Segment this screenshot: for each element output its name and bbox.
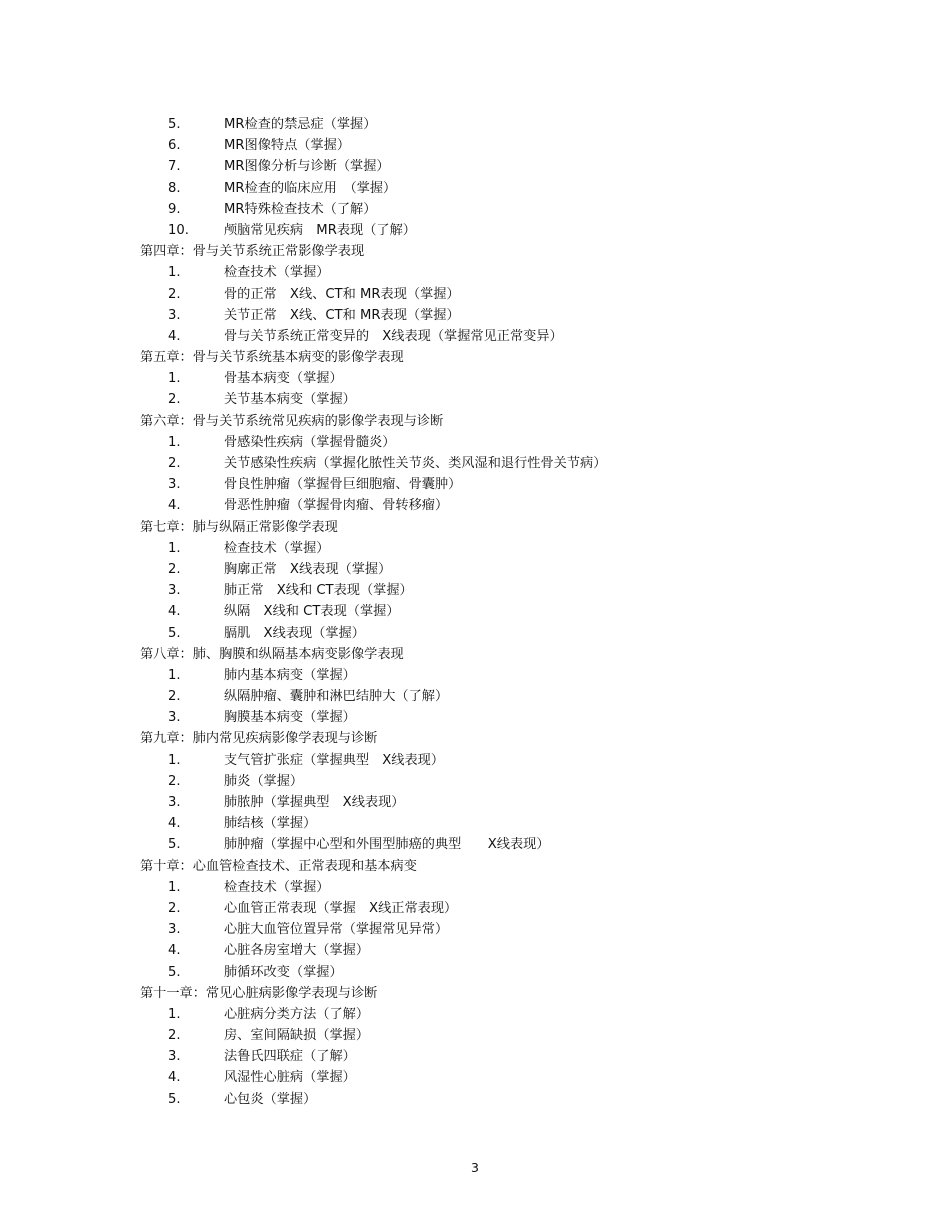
list-item [140,305,860,326]
item-text: 关节基本病变（掌握） [224,392,356,408]
item-number: 1. [168,752,181,768]
list-item [140,432,860,453]
list-item [140,940,860,961]
item-number: 2. [168,456,181,471]
item-text: 颅脑常见疾病 MR表现（了解） [224,222,416,238]
item-number: 4. [168,328,181,344]
list-item [140,707,860,728]
item-text: 心血管正常表现（掌握 X线正常表现） [224,900,458,916]
list-item [140,686,860,707]
list-item [140,538,860,559]
item-text: 肺循环改变（掌握） [224,964,343,980]
item-text: 关节正常 X线、CT和 MR表现（掌握） [224,307,460,323]
item-text: 肺正常 X线和 CT表现（掌握） [224,583,413,599]
list-item [140,1089,860,1110]
list-item [140,495,860,516]
list-item [140,919,860,940]
item-number: 1. [168,434,181,450]
item-text: 支气管扩张症（掌握典型 X线表现） [224,752,445,768]
list-item [140,1004,860,1025]
item-text: 肺炎（掌握） [224,773,304,789]
item-text: 肺结核（掌握） [224,816,317,832]
item-text: 房、室间隔缺损（掌握） [224,1028,370,1044]
list-item [140,771,860,792]
item-number: 2. [168,286,181,302]
list-item [140,199,860,220]
list-item [140,1025,860,1046]
item-text: 骨的正常 X线、CT和 MR表现（掌握） [224,286,460,302]
list-item [140,220,860,241]
list-item [140,156,860,177]
list-item [140,601,860,622]
chapter-heading: 第六章：骨与关节系统常见疾病的影像学表现与诊断 [140,413,444,429]
item-text: 关节感染性疾病（掌握化脓性关节炎、类风湿和退行性骨关节病） [224,456,607,471]
item-number: 5. [168,625,181,641]
item-text: 肺脓肿（掌握典型 X线表现） [224,795,405,810]
chapter-heading: 第五章：骨与关节系统基本病变的影像学表现 [140,350,404,366]
chapter-heading: 第十一章：常见心脏病影像学表现与诊断 [140,985,378,1001]
page-number: 3 [471,1160,479,1175]
list-item [140,389,860,410]
item-number: 2. [168,689,181,705]
item-text: MR图像特点（掌握） [224,138,351,154]
item-text: 纵隔肿瘤、囊肿和淋巴结肿大（了解） [224,689,449,705]
list-item [140,135,860,156]
item-number: 9. [168,201,181,217]
list-item [140,559,860,580]
chapter-heading: 第九章：肺内常见疾病影像学表现与诊断 [140,731,378,747]
list-item [140,284,860,305]
document-body [140,114,860,1110]
item-number: 5. [168,837,181,853]
item-text: 骨与关节系统正常变异的 X线表现（掌握常见正常变异） [224,328,563,344]
item-number: 4. [168,1070,181,1086]
item-number: 3. [168,710,181,726]
list-item [140,178,860,199]
item-number: 3. [168,583,181,599]
list-item [140,262,860,283]
item-number: 8. [168,180,181,196]
list-item [140,114,860,135]
item-text: 纵隔 X线和 CT表现（掌握） [224,604,400,620]
item-text: 肺内基本病变（掌握） [224,667,356,683]
item-text: 检查技术（掌握） [224,879,330,895]
chapter-heading: 第八章：肺、胸膜和纵隔基本病变影像学表现 [140,646,404,662]
item-number: 1. [168,540,181,556]
item-number: 4. [168,943,181,959]
list-item [140,623,860,644]
list-item [140,750,860,771]
item-text: 风湿性心脏病（掌握） [224,1070,356,1086]
item-number: 1. [168,667,181,683]
item-number: 4. [168,816,181,832]
item-number: 1. [168,1006,181,1022]
item-text: 骨感染性疾病（掌握骨髓炎） [224,434,396,450]
item-number: 1. [168,371,181,387]
list-item [140,1067,860,1088]
item-text: 胸膜基本病变（掌握） [224,710,356,726]
list-item [140,962,860,983]
item-number: 5. [168,117,181,132]
item-number: 3. [168,307,181,323]
item-number: 7. [168,159,181,175]
item-text: 检查技术（掌握） [224,265,330,281]
item-text: MR图像分析与诊断（掌握） [224,159,390,175]
item-text: 肺肿瘤（掌握中心型和外围型肺癌的典型 X线表现） [224,837,550,853]
list-item [140,834,860,855]
list-item [140,813,860,834]
list-item [140,898,860,919]
list-item [140,326,860,347]
item-number: 2. [168,561,181,577]
item-number: 2. [168,392,181,408]
item-text: 检查技术（掌握） [224,540,330,556]
item-number: 3. [168,477,181,493]
item-number: 1. [168,879,181,895]
item-number: 3. [168,1049,181,1065]
item-number: 4. [168,498,181,514]
item-text: MR检查的禁忌症（掌握） [224,117,377,132]
chapter-heading: 第四章：骨与关节系统正常影像学表现 [140,244,365,260]
item-number: 5. [168,1091,181,1107]
item-number: 3. [168,922,181,938]
chapter-heading: 第七章：肺与纵隔正常影像学表现 [140,519,338,535]
chapter-heading: 第十章：心血管检查技术、正常表现和基本病变 [140,858,417,874]
list-item [140,474,860,495]
item-text: 法鲁氏四联症（了解） [224,1049,356,1065]
item-number: 6. [168,138,181,154]
item-text: 骨良性肿瘤（掌握骨巨细胞瘤、骨囊肿） [224,477,462,493]
item-text: MR特殊检查技术（了解） [224,201,377,217]
item-number: 2. [168,1028,181,1044]
list-item [140,877,860,898]
list-item [140,580,860,601]
list-item [140,792,860,813]
list-item [140,368,860,389]
item-text: 骨基本病变（掌握） [224,371,343,387]
item-text: 膈肌 X线表现（掌握） [224,625,365,641]
list-item [140,453,860,474]
item-text: MR检查的临床应用 （掌握） [224,180,397,196]
item-text: 胸廓正常 X线表现（掌握） [224,561,392,577]
item-number: 2. [168,773,181,789]
item-number: 1. [168,265,181,281]
item-text: 心脏各房室增大（掌握） [224,943,370,959]
item-text: 心包炎（掌握） [224,1091,317,1107]
item-number: 3. [168,795,181,810]
item-text: 心脏病分类方法（了解） [224,1006,370,1022]
item-text: 骨恶性肿瘤（掌握骨肉瘤、骨转移瘤） [224,498,449,514]
list-item [140,1046,860,1067]
list-item [140,665,860,686]
item-number: 10. [168,222,189,238]
item-number: 2. [168,900,181,916]
item-number: 4. [168,604,181,620]
item-number: 5. [168,964,181,980]
item-text: 心脏大血管位置异常（掌握常见异常） [224,922,449,938]
